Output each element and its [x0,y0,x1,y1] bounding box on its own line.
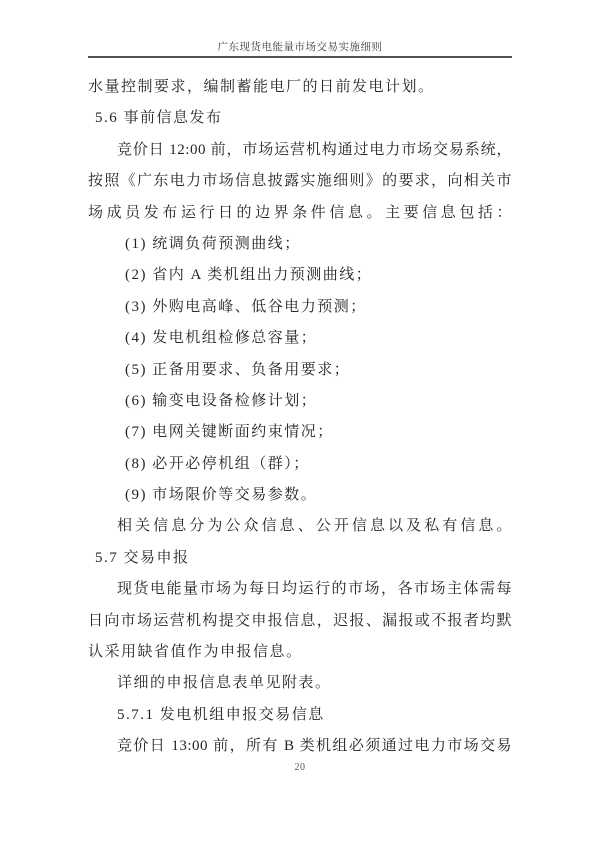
list-item-8: (8) 必开必停机组（群）； [125,455,310,472]
paragraph-line: 认采用缺省值作为申报信息。 [88,644,303,661]
list-item-6: (6) 输变电设备检修计划； [125,392,318,409]
list-item-4: (4) 发电机组检修总容量； [125,330,318,347]
list-item-2: (2) 省内 A 类机组出力预测曲线； [125,267,373,284]
heading-5-7-1: 5.7.1 发电机组申报交易信息 [117,706,325,723]
paragraph-line: 竞价日 12:00 前，市场运营机构通过电力市场交易系统， [117,141,512,158]
header-title: 广东现货电能量市场交易实施细则 [217,42,383,53]
paragraph-continuation: 水量控制要求，编制蓄能电厂的日前发电计划。 [88,79,435,95]
page-number: 20 [294,762,306,773]
list-item-3: (3) 外购电高峰、低谷电力预测； [125,298,367,315]
header-rule [88,56,512,58]
paragraph-line: 场成员发布运行日的边界条件信息。主要信息包括： [88,204,512,221]
paragraph-line: 按照《广东电力市场信息披露实施细则》的要求，向相关市 [88,173,512,190]
list-item-1: (1) 统调负荷预测曲线； [125,235,301,252]
paragraph-line: 日向市场运营机构提交申报信息，迟报、漏报或不报者均默 [88,612,512,629]
paragraph-line: 相关信息分为公众信息、公开信息以及私有信息。 [117,518,512,535]
list-item-9: (9) 市场限价等交易参数。 [125,487,318,504]
paragraph-line: 详细的申报信息表单见附表。 [117,675,332,692]
document-body [88,72,512,763]
heading-5-7: 5.7 交易申报 [95,549,190,566]
heading-5-6: 5.6 事前信息发布 [95,110,223,127]
list-item-5: (5) 正备用要求、负备用要求； [125,361,351,378]
paragraph-line: 竞价日 13:00 前，所有 B 类机组必须通过电力市场交易 [117,738,512,755]
paragraph-line: 现货电能量市场为每日均运行的市场，各市场主体需每 [117,581,512,598]
list-item-7: (7) 电网关键断面约束情况； [125,424,334,441]
